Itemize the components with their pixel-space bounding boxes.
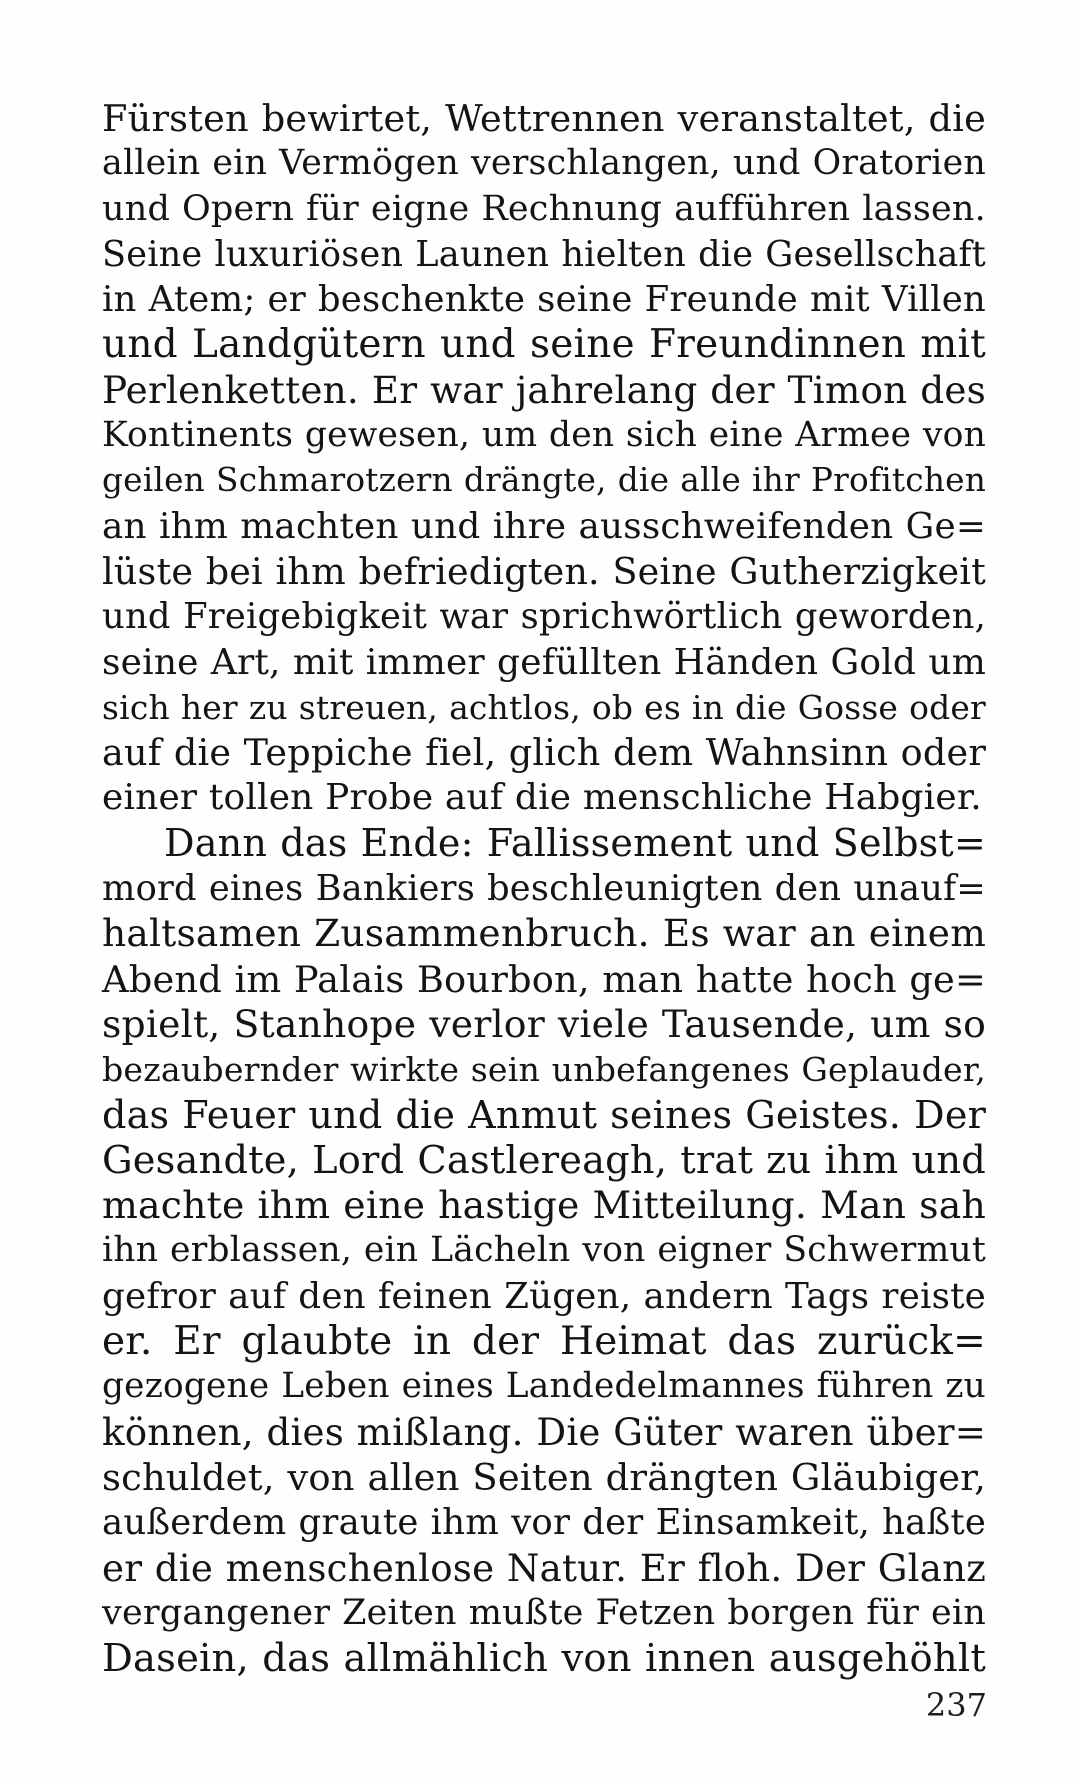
text-line: gezogene Leben eines Landedelmannes führen zu bbox=[102, 1366, 986, 1407]
text-line: bezaubernder wirkte sein unbefangenes Geplauder, bbox=[102, 1050, 986, 1090]
text-line: er. Er glaubte in der Heimat das zurück= bbox=[102, 1319, 986, 1365]
paragraph-start-line: Dann das Ende: Fallissement und Selbst= bbox=[164, 820, 986, 865]
text-line: ihn erblassen, ein Lächeln von eigner Schwermut bbox=[102, 1230, 986, 1271]
page-number: 237 bbox=[925, 1686, 987, 1724]
text-line: Perlenketten. Er war jahrelang der Timon des bbox=[102, 367, 986, 412]
text-line: allein ein Vermögen verschlangen, und Oratorien bbox=[102, 143, 986, 184]
text-line: und Landgütern und seine Freundinnen mit bbox=[102, 322, 986, 368]
text-line: mord eines Bankiers beschleunigten den unauf= bbox=[102, 868, 986, 910]
text-line: geilen Schmarotzern drängte, die alle ihr Profitchen bbox=[102, 461, 986, 500]
text-line: auf die Teppiche fiel, glich dem Wahnsinn oder bbox=[102, 731, 986, 775]
text-line: schuldet, von allen Seiten drängten Gläubiger, bbox=[102, 1455, 986, 1499]
text-line: seine Art, mit immer gefüllten Händen Gold um bbox=[102, 641, 986, 683]
text-line: machte ihm eine hastige Mitteilung. Man sah bbox=[102, 1183, 986, 1228]
text-line: vergangener Zeiten mußte Fetzen borgen für ein bbox=[102, 1592, 986, 1633]
text-line: er die menschenlose Natur. Er floh. Der Glanz bbox=[102, 1546, 986, 1590]
text-line: Fürsten bewirtet, Wettrennen veranstaltet, die bbox=[102, 97, 986, 140]
text-line: außerdem graute ihm vor der Einsamkeit, haßte bbox=[102, 1502, 986, 1544]
text-line: an ihm machten und ihre ausschweifenden Ge= bbox=[102, 505, 986, 547]
text-line: Dasein, das allmählich von innen ausgehöhlt bbox=[102, 1636, 986, 1682]
text-line: das Feuer und die Anmut seines Geistes. Der bbox=[102, 1092, 986, 1137]
text-line: und Opern für eigne Rechnung aufführen lassen. bbox=[102, 188, 986, 229]
body-text bbox=[102, 96, 986, 1681]
text-line: haltsamen Zusammenbruch. Es war an einem bbox=[102, 911, 986, 956]
text-line: gefror auf den feinen Zügen, andern Tags reiste bbox=[102, 1275, 986, 1317]
text-line: Gesandte, Lord Castlereagh, trat zu ihm und bbox=[102, 1137, 986, 1183]
text-line: können, dies mißlang. Die Güter waren über= bbox=[102, 1410, 986, 1454]
text-line: spielt, Stanhope verlor viele Tausende, um so bbox=[102, 1001, 986, 1046]
text-line: lüste bei ihm befriedigten. Seine Gutherzigkeit bbox=[102, 549, 986, 593]
text-line: Kontinents gewesen, um den sich eine Armee von bbox=[102, 415, 986, 456]
text-line: und Freigebigkeit war sprichwörtlich geworden, bbox=[102, 596, 986, 638]
text-line: Abend im Palais Bourbon, man hatte hoch ge= bbox=[102, 957, 986, 1001]
text-line: Seine luxuriösen Launen hielten die Gesellschaft bbox=[102, 233, 986, 275]
text-line: in Atem; er beschenkte seine Freunde mit Villen bbox=[102, 279, 986, 321]
paragraph-end-line: einer tollen Probe auf die menschliche Habgier. bbox=[102, 777, 982, 819]
text-line: sich her zu streuen, achtlos, ob es in die Gosse oder bbox=[102, 687, 986, 727]
